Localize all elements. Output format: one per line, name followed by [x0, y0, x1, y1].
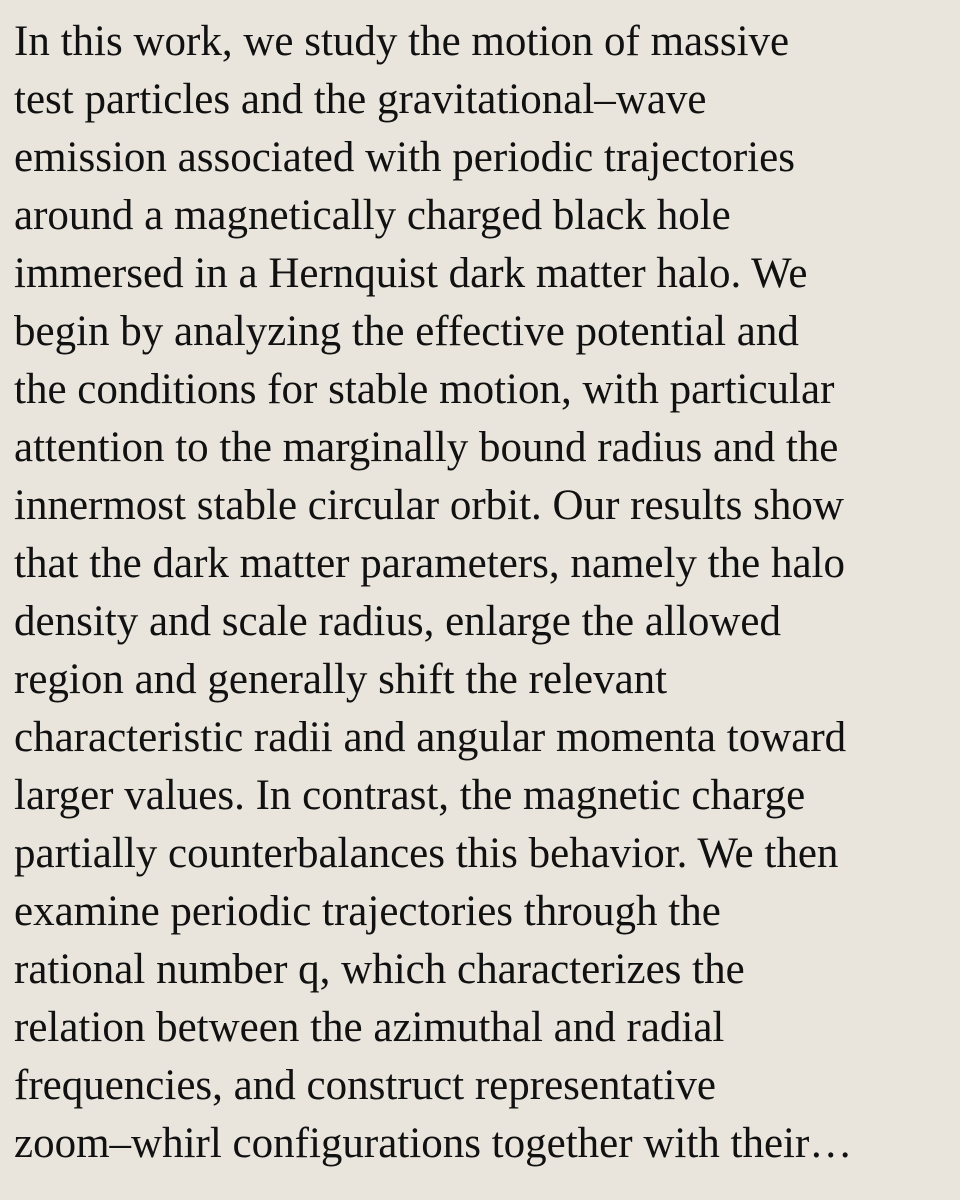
abstract-line-11: density and scale radius, enlarge the allowed — [14, 598, 781, 645]
abstract-line-5: immersed in a Hernquist dark matter halo. We — [14, 250, 808, 297]
abstract-line-9: innermost stable circular orbit. Our results show — [14, 482, 844, 529]
abstract-line-6: begin by analyzing the effective potential and — [14, 308, 799, 355]
abstract-line-20: zoom–whirl configurations together with their… — [14, 1120, 853, 1167]
abstract-line-10: that the dark matter parameters, namely the halo — [14, 540, 845, 587]
abstract-line-7: the conditions for stable motion, with particular — [14, 366, 835, 413]
abstract-line-15: partially counterbalances this behavior. We then — [14, 830, 839, 877]
abstract-text — [14, 13, 954, 1173]
abstract-line-14: larger values. In contrast, the magnetic charge — [14, 772, 806, 819]
abstract-line-18: relation between the azimuthal and radial — [14, 1004, 725, 1051]
abstract-line-2: test particles and the gravitational–wave — [14, 76, 707, 123]
abstract-line-17: rational number q, which characterizes the — [14, 946, 745, 993]
abstract-line-1: In this work, we study the motion of massive — [14, 18, 790, 65]
abstract-line-4: around a magnetically charged black hole — [14, 192, 731, 239]
abstract-line-19: frequencies, and construct representative — [14, 1062, 717, 1109]
abstract-line-3: emission associated with periodic trajectories — [14, 134, 795, 181]
abstract-line-8: attention to the marginally bound radius and the — [14, 424, 839, 471]
abstract-line-16: examine periodic trajectories through the — [14, 888, 721, 935]
abstract-line-12: region and generally shift the relevant — [14, 656, 668, 703]
abstract-line-13: characteristic radii and angular momenta toward — [14, 714, 847, 761]
